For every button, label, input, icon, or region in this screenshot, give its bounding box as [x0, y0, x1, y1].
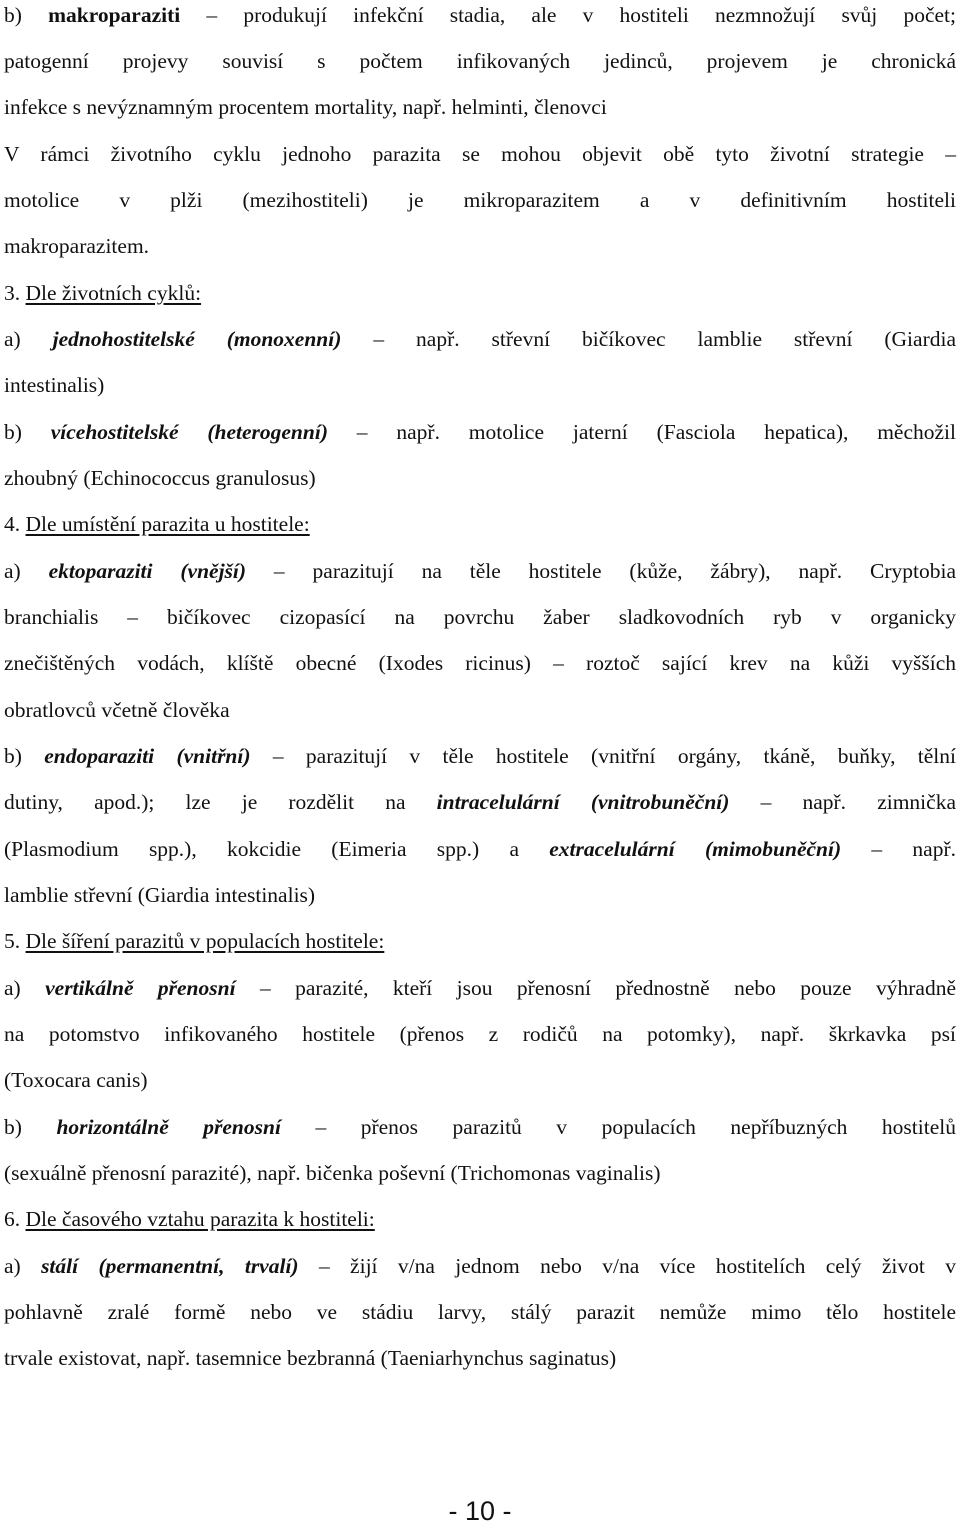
text-line: (Plasmodium spp.), kokcidie (Eimeria spp.) a extracelulární (mimobuněční) – např. [4, 837, 957, 861]
text-line: motolice v plži (mezihostiteli) je mikroparazitem a v definitivním hostiteli [4, 188, 956, 212]
text-line: branchialis – bičíkovec cizopasící na povrchu žaber sladkovodních ryb v organicky [4, 605, 956, 629]
term-bold-italic: vícehostitelské (heterogenní) [50, 420, 328, 444]
text-line: pohlavně zralé formě nebo ve stádiu larvy, stálý parazit nemůže mimo tělo hostitele [4, 1300, 956, 1324]
term-bold-italic: ektoparaziti (vnější) [48, 559, 247, 583]
section-heading-5: 5. Dle šíření parazitů v populacích hostitele: [4, 929, 385, 953]
term-bold-italic: stálí (permanentní, trvalí) [41, 1254, 299, 1278]
heading-underlined: Dle časového vztahu parazita k hostiteli: [25, 1207, 375, 1231]
text-line: makroparazitem. [4, 234, 150, 258]
text-line: dutiny, apod.); lze je rozdělit na intracelulární (vnitrobuněční) – např. zimnička [4, 790, 956, 814]
text-line: b) makroparaziti – produkují infekční stadia, ale v hostiteli nezmnožují svůj počet; [4, 3, 956, 27]
text-line: a) ektoparaziti (vnější) – parazitují na těle hostitele (kůže, žábry), např. Cryptobia [4, 559, 956, 583]
text-line: a) jednohostitelské (monoxenní) – např. střevní bičíkovec lamblie střevní (Giardia [4, 327, 956, 351]
text-line: trvale existovat, např. tasemnice bezbranná (Taeniarhynchus saginatus) [4, 1346, 617, 1370]
text-line: obratlovců včetně člověka [4, 698, 230, 722]
text-line: b) vícehostitelské (heterogenní) – např. motolice jaterní (Fasciola hepatica), měchožil [4, 420, 957, 444]
term-bold-italic: intracelulární (vnitrobuněční) [436, 790, 730, 814]
text-line: (sexuálně přenosní parazité), např. bičenka poševní (Trichomonas vaginalis) [4, 1161, 661, 1185]
text-line: b) horizontálně přenosní – přenos parazitů v populacích nepříbuzných hostitelů [4, 1115, 956, 1139]
text-line: znečištěných vodách, klíště obecné (Ixodes ricinus) – roztoč sající krev na kůži vyšších [4, 651, 956, 675]
heading-underlined: Dle šíření parazitů v populacích hostitele: [25, 929, 385, 953]
term-bold-italic: endoparaziti (vnitřní) [44, 744, 251, 768]
term-bold: makroparaziti [48, 3, 181, 27]
text-line: lamblie střevní (Giardia intestinalis) [4, 883, 316, 907]
text-line: (Toxocara canis) [4, 1068, 148, 1092]
heading-underlined: Dle životních cyklů: [25, 281, 202, 305]
page-number: - 10 - [448, 1496, 512, 1526]
text-line: b) endoparaziti (vnitřní) – parazitují v těle hostitele (vnitřní orgány, tkáně, buňky, tělní [4, 744, 956, 768]
term-bold-italic: extracelulární (mimobuněční) [549, 837, 842, 861]
term-bold-italic: vertikálně přenosní [45, 976, 236, 1000]
section-heading-3: 3. Dle životních cyklů: [4, 281, 202, 305]
term-bold-italic: horizontálně přenosní [56, 1115, 281, 1139]
section-heading-4: 4. Dle umístění parazita u hostitele: [4, 512, 310, 536]
text-line: a) stálí (permanentní, trvalí) – žijí v/na jednom nebo v/na více hostitelích celý život v [4, 1254, 956, 1278]
text-line: zhoubný (Echinococcus granulosus) [4, 466, 316, 490]
term-bold-italic: jednohostitelské (monoxenní) [52, 327, 342, 351]
heading-underlined: Dle umístění parazita u hostitele: [25, 512, 310, 536]
text-line: intestinalis) [4, 373, 105, 397]
text-line: patogenní projevy souvisí s počtem infikovaných jedinců, projevem je chronická [4, 49, 956, 73]
section-heading-6: 6. Dle časového vztahu parazita k hostiteli: [4, 1207, 375, 1231]
text-line: V rámci životního cyklu jednoho parazita se mohou objevit obě tyto životní strategie – [4, 142, 956, 166]
text-line: infekce s nevýznamným procentem mortality, např. helminti, členovci [4, 95, 607, 119]
text-line: na potomstvo infikovaného hostitele (přenos z rodičů na potomky), např. škrkavka psí [4, 1022, 956, 1046]
text-line: a) vertikálně přenosní – parazité, kteří jsou přenosní přednostně nebo pouze výhradně [4, 976, 956, 1000]
